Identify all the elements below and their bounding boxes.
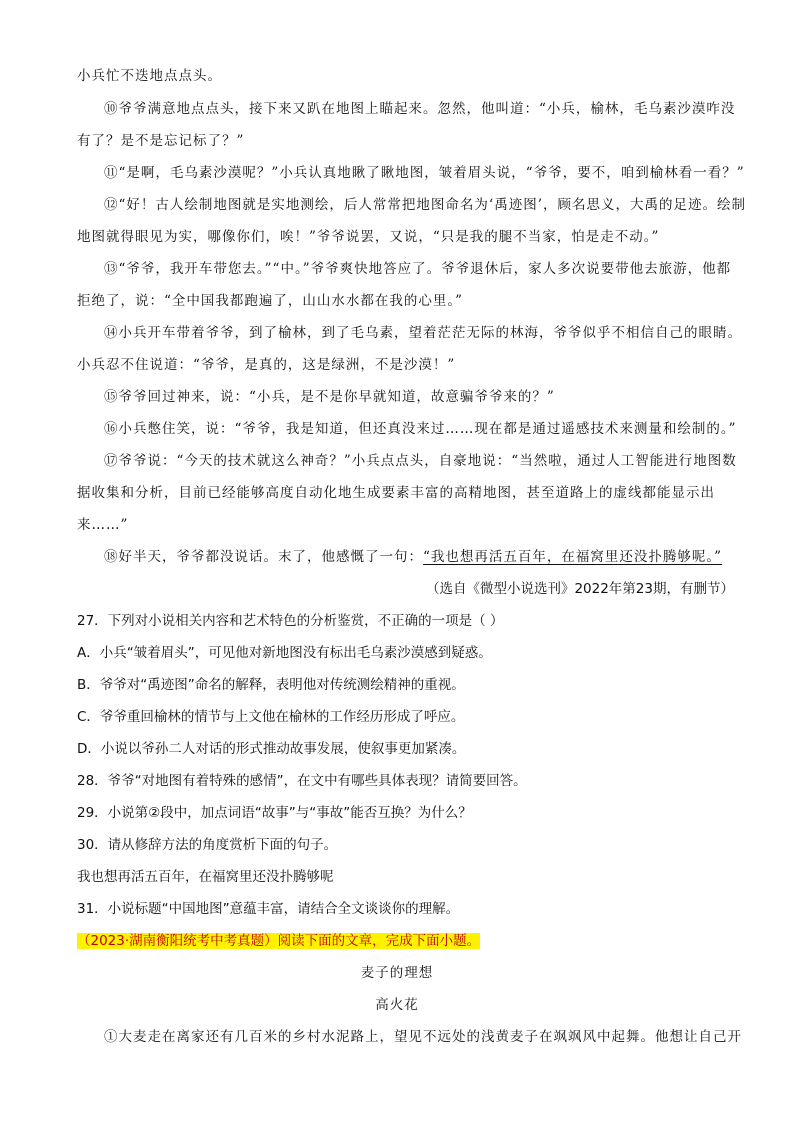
question-27-option-c: C．爷爷重回榆林的情节与上文他在榆林的工作经历形成了呼应。 (77, 709, 465, 725)
question-28: 28．爷爷“对地图有着特殊的感情”，在文中有哪些具体表现？请简要回答。 (77, 773, 527, 789)
question-27: 27．下列对小说相关内容和艺术特色的分析鉴赏，不正确的一项是（ ） (77, 613, 504, 629)
story-paragraph-18 (104, 545, 722, 565)
story-paragraph-12-line-2: 地图就得眼见为实，哪像你们，唉！”爷爷说罢，又说，“只是我的腿不当家，怕是走不动。” (77, 229, 660, 245)
story-source: （选自《微型小说选刊》2022年第23期，有删节） (425, 581, 734, 597)
story-paragraph-10-line-2: 有了？是不是忘记标了？” (77, 133, 245, 149)
story-paragraph-10-line-1: ⑩爷爷满意地点点头，接下来又趴在地图上瞄起来。忽然，他叫道：“小兵，榆林，毛乌素沙漠咋没 (104, 101, 736, 117)
next-passage-author: 高火花 (375, 997, 419, 1013)
question-27-option-d: D．小说以爷孙二人对话的形式推动故事发展，使叙事更加紧凑。 (77, 741, 466, 757)
story-paragraph-14-line-2: 小兵忍不住说道：“爷爷，是真的，这是绿洲，不是沙漠！” (77, 357, 456, 373)
story-paragraph-11: ⑪“是啊，毛乌素沙漠呢？”小兵认真地瞅了瞅地图，皱着眉头说，“爷爷，要不，咱到榆林看一看？” (104, 165, 745, 181)
next-passage-paragraph-1: ①大麦走在离家还有几百米的乡村水泥路上，望见不远处的浅黄麦子在飒飒风中起舞。他想让自己开 (104, 1029, 742, 1045)
story-paragraph-0: 小兵忙不迭地点点头。 (77, 68, 222, 84)
question-27-option-b: B．爷爷对“禹迹图”命名的解释，表明他对传统测绘精神的重视。 (77, 677, 465, 693)
question-27-option-a: A．小兵“皱着眉头”，可见他对新地图没有标出毛乌素沙漠感到疑惑。 (77, 645, 492, 661)
question-29: 29．小说第②段中，加点词语“故事”与“事故”能否互换？为什么？ (77, 805, 472, 821)
story-paragraph-17-line-3: 来……” (77, 517, 129, 533)
story-paragraph-13-line-2: 拒绝了，说：“全中国我都跑遍了，山山水水都在我的心里。” (77, 293, 464, 309)
story-paragraph-18-underlined-quote: “我也想再活五百年，在福窝里还没扑腾够呢。” (423, 549, 723, 565)
question-30-sentence: 我也想再活五百年，在福窝里还没扑腾够呢 (77, 869, 334, 885)
question-30: 30．请从修辞方法的角度赏析下面的句子。 (77, 837, 338, 853)
story-paragraph-15: ⑮爷爷回过神来，说：“小兵，是不是你早就知道，故意骗爷爷来的？” (104, 389, 555, 405)
story-paragraph-18-text: ⑱好半天，爷爷都没说话。末了，他感慨了一句： (104, 549, 423, 565)
story-paragraph-17-line-2: 据收集和分析，目前已经能够高度自动化地生成要素丰富的高精地图，甚至道路上的虚线都能显示出 (77, 485, 715, 501)
story-paragraph-13-line-1: ⑬“爷爷，我开车带您去。”“中。”爷爷爽快地答应了。爷爷退休后，家人多次说要带他去旅游，他都 (104, 261, 732, 277)
next-passage-banner (77, 929, 480, 949)
story-paragraph-12-line-1: ⑫“好！古人绘制地图就是实地测绘，后人常常把地图命名为‘禹迹图’，顾名思义，大禹的足迹。绘制 (104, 197, 746, 213)
story-paragraph-16: ⑯小兵憋住笑，说：“爷爷，我是知道，但还真没来过……现在都是通过遥感技术来测量和绘制的。” (104, 421, 737, 437)
question-31: 31．小说标题“中国地图”意蕴丰富，请结合全文谈谈你的理解。 (77, 901, 460, 917)
story-paragraph-17-line-1: ⑰爷爷说：“今天的技术就这么神奇？”小兵点点头，自豪地说：“当然啦，通过人工智能进行地图数 (104, 453, 737, 469)
next-passage-title: 麦子的理想 (360, 965, 434, 981)
story-paragraph-14-line-1: ⑭小兵开车带着爷爷，到了榆林，到了毛乌素，望着茫茫无际的林海，爷爷似乎不相信自己的眼睛。 (104, 325, 742, 341)
next-passage-banner-text: （2023·湖南衡阳统考中考真题）阅读下面的文章，完成下面小题。 (77, 933, 481, 949)
